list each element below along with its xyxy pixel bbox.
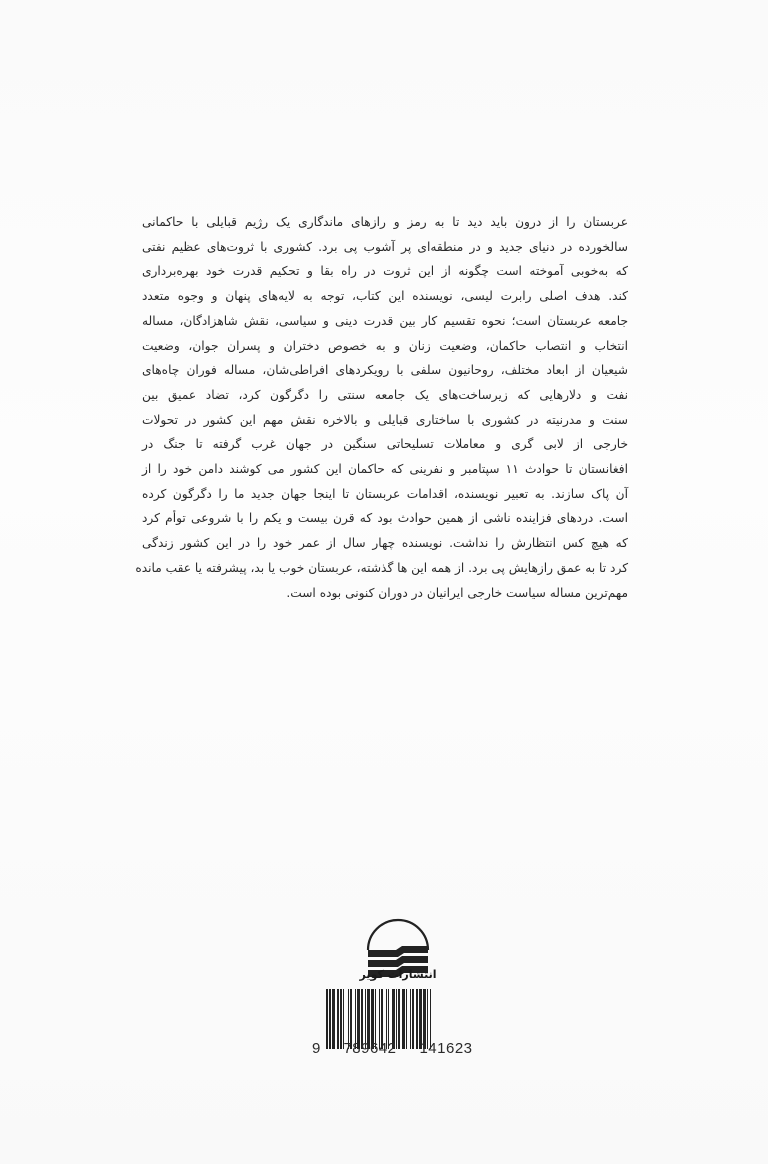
- blurb-line: سالخورده در دنیای جدید و در منطقه‌ای پر آشوب پی برد. کشوری با ثروت‌های عظیم نفتی: [142, 239, 628, 254]
- blurb-line: مهم‌ترین مساله سیاست خارجی ایرانیان در دوران کنونی بوده است.: [286, 585, 628, 600]
- blurb-line: عربستان را از درون باید دید تا به رمز و رازهای ماندگاری یک رژیم قبایلی با حاکمانی: [142, 215, 628, 229]
- blurb-line: جامعه عربستان است؛ نحوه تقسیم کار بین قدرت دینی و سیاسی، نقش شاهزادگان، مساله: [142, 313, 628, 328]
- isbn-group-1: 789642: [343, 1040, 397, 1057]
- blurb-line: شیعیان از ابعاد مختلف، روحانیون سلفی با رویکردهای افراطی‌شان، مساله فوران چاه‌های: [142, 363, 628, 378]
- isbn-prefix: 9: [312, 1040, 321, 1057]
- blurb-line: که هیچ کس انتظارش را نداشت. نویسنده چهار سال از عمر خود را در این کشور زندگی: [142, 536, 628, 551]
- blurb-line: است. دردهای فزاینده ناشی از همین حوادث بود که قرن بیست و یکم را با شروعی توأم کرد: [142, 511, 628, 526]
- blurb-line: آن پاک سازند. به تعبیر نویسنده، اقدامات عربستان تا اینجا جهان جدید ما را دگرگون کرده: [142, 486, 628, 501]
- publisher-name: انتشارات کویر: [359, 968, 437, 981]
- cover-blurb: [135, 210, 628, 605]
- blurb-line: افغانستان تا حوادث ۱۱ سپتامبر و نفرینی که حاکمان این کشور می کوشند دامن خود را از: [142, 462, 628, 477]
- blurb-line: کرد تا به عمق رازهایش پی برد. از همه این ها گذشته، عربستان خوب یا بد، پیشرفته یا عقب مانده: [135, 560, 628, 575]
- blurb-line: سنت و مدرنیته در کشوری با ساختاری قبایلی و بالاخره نقش مهم این کشور در تحولات: [142, 412, 628, 427]
- blurb-line: انتخاب و انتصاب حاکمان، وضعیت زنان و به خصوص دختران و پسران جوان، وضعیت: [142, 338, 628, 353]
- blurb-line: خارجی از لابی گری و معاملات تسلیحاتی سنگین در جهان غرب گرفته تا جنگ در: [142, 437, 628, 452]
- isbn-group-2: 141623: [419, 1040, 473, 1057]
- blurb-line: نفت و دلارهایی که زیرساخت‌های یک جامعه سنتی را دگرگون کرد، تضاد عمیق بین: [142, 387, 628, 402]
- isbn-number: [312, 1040, 478, 1057]
- blurb-line: که به‌خوبی آموخته است چگونه از این ثروت در راه بقا و تحکیم قدرت خود بهره‌برداری: [142, 264, 628, 279]
- blurb-line: کند. هدف اصلی رابرت لیسی، نویسنده این کتاب، توجه به لایه‌های پنهان و وجوه متعدد: [142, 289, 628, 304]
